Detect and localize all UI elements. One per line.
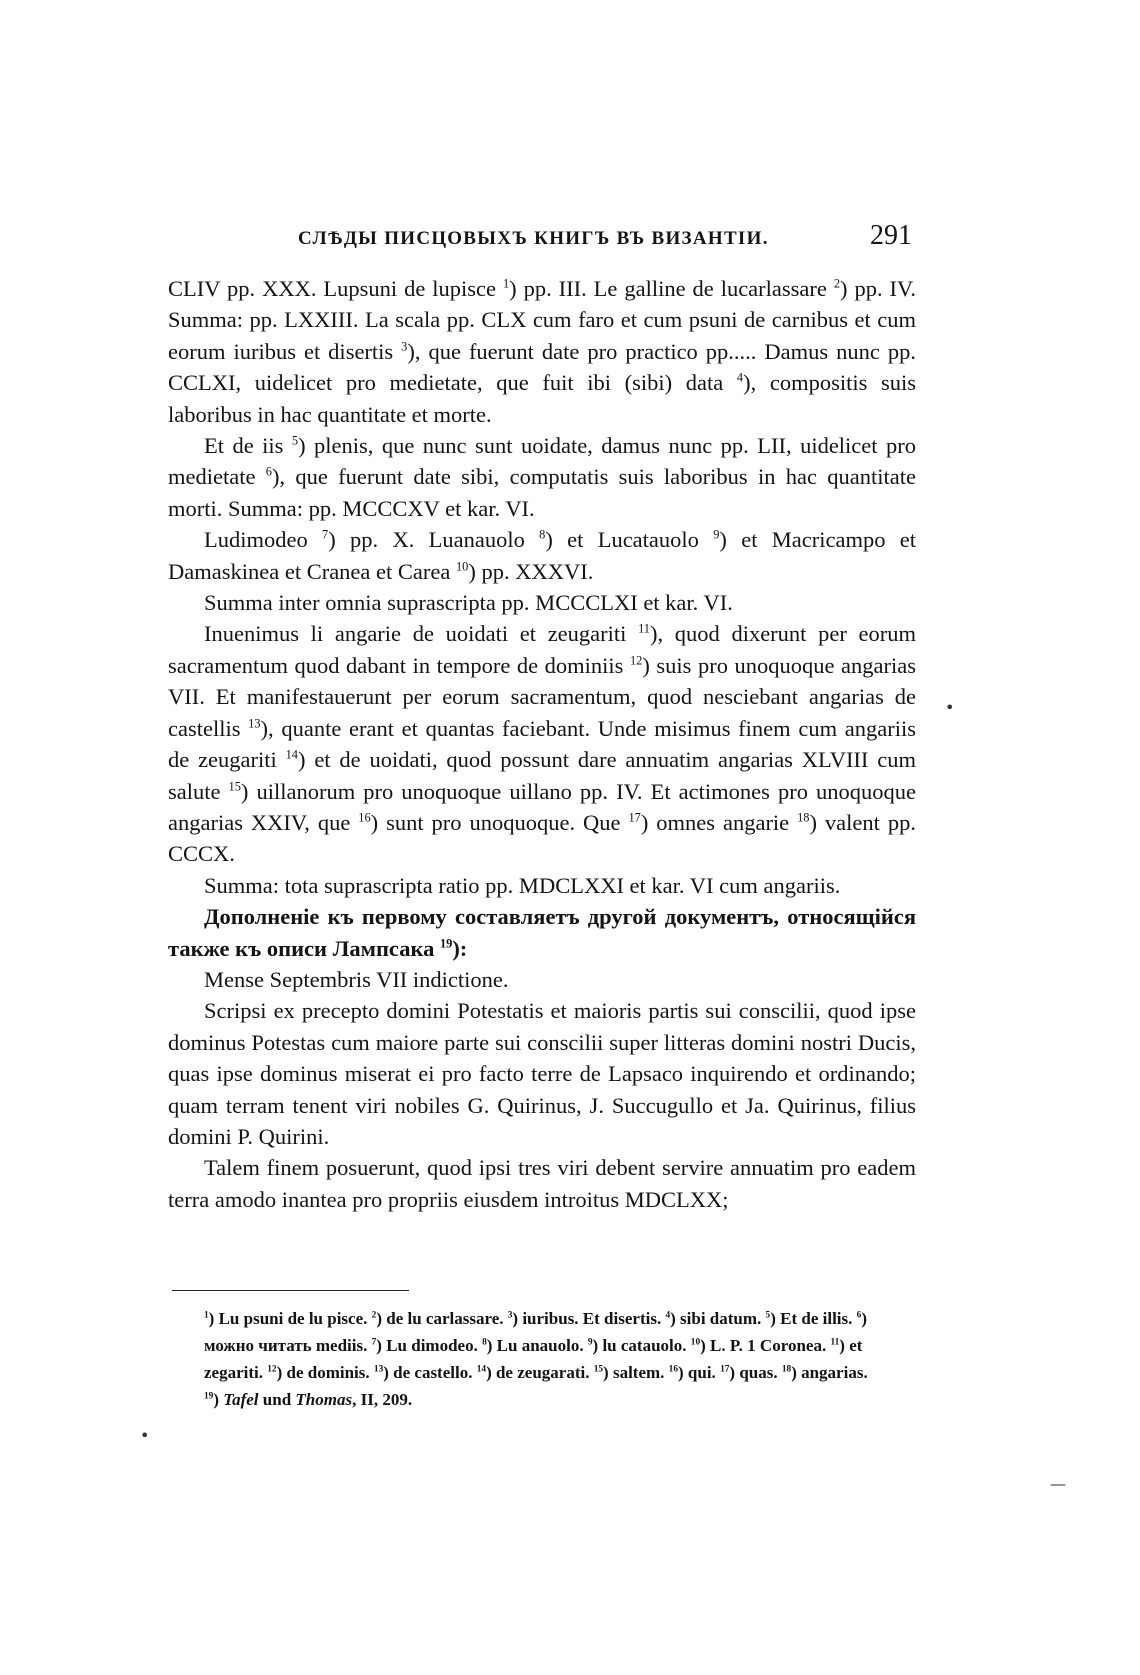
footnote-ref: 2 bbox=[833, 276, 841, 291]
page-number: 291 bbox=[870, 220, 912, 251]
margin-dot: • bbox=[140, 1426, 150, 1445]
footnote-separator bbox=[172, 1290, 409, 1291]
paragraph: Scripsi ex precepto domini Potestatis et maioris partis sui conscilii, quod ipse dominus Potestas cum maiore parte sui conscilii super litteras domini nostri Ducis, quas ipse dominus miserat ei pro facto terre de Lapsaco inquirendo et ordinando; quam terram tenent viri nobiles G. Quirinus, J. Succugullo et Ja. Quirinus, filius domini P. Quirini. bbox=[168, 998, 916, 1149]
footnote-ref: 18 bbox=[797, 810, 810, 825]
footnote-ref: 13 bbox=[248, 716, 261, 731]
paragraph: Summa inter omnia suprascripta pp. MCCCLXI et kar. VI. bbox=[204, 590, 733, 616]
paragraph: Дополненіе къ первому составляетъ другой документъ, относящійся также къ описи Лампсака $^{19}$): bbox=[168, 904, 916, 961]
footnote-ref: 11 bbox=[638, 621, 650, 636]
running-header bbox=[298, 220, 912, 260]
footnote-ref: 5 bbox=[291, 433, 299, 448]
footnote-ref: 1 bbox=[502, 276, 510, 291]
footnote-group: $^1$) Lu psuni de lu pisce. $^2$) de lu carlassare. $^3$) iuribus. Et disertis. $^4$) sibi datum. $^5$) Et de illis. $^6$) можно читать mediis. $^7$) Lu dimodeo. $^8$) Lu anauolo. $^9$) lu catauolo. $^{10}$) L. P. 1 Coronea. $^{11}$) et zegariti. $^{12}$) de dominis. $^{13}$) de castello. $^{14}$) de zeugarati. $^{15}$) saltem. $^{16}$) qui. $^{17}$) quas. $^{18}$) angarias. bbox=[204, 1309, 868, 1382]
footnote-ref: 16 bbox=[358, 810, 371, 825]
footnote-ref: 9 bbox=[713, 527, 720, 542]
paragraph: Inuenimus li angarie de uoidati et zeugariti $^{11}$), quod dixerunt per eorum sacramentum quod dabant in tempore de dominiis $^{12}$) suis pro unoquoque angarias VII. Et manifestauerunt per eorum sacramentum, quod nesciebant angarias de castellis $^{13}$), quante erant et quantas faciebant. Unde misimus finem cum angariis de zeugariti $^{14}$) et de uoidati, quod possunt dare annuatim angarias XLVIII cum salute $^{15}$) uillanorum pro unoquoque uillano pp. IV. Et actimones pro unoquoque angarias XXIV, que $^{16}$) sunt pro unoquoque. Que $^{17}$) omnes angarie $^{18}$) valent pp. CCCX. bbox=[168, 621, 917, 867]
footnote-ref: 7 bbox=[322, 527, 329, 542]
footnotes bbox=[168, 1305, 916, 1413]
footnote-ref: 15 bbox=[228, 779, 241, 793]
paragraph: Ludimodeo $^7$) pp. X. Luanauolo $^8$) et Lucatauolo $^9$) et Macricampo et Damaskinea et Cranea et Carea $^{10}$) pp. XXXVI. bbox=[168, 527, 916, 584]
footnote: $^{19}$) Tafel und Thomas, II, 209. bbox=[204, 1390, 413, 1409]
footnote-ref: 3 bbox=[401, 339, 408, 354]
footnote-ref: 14 bbox=[285, 747, 298, 762]
footnote-ref: 19 bbox=[439, 936, 453, 951]
margin-dash: — bbox=[1050, 1474, 1066, 1493]
footnote-ref: 6 bbox=[265, 464, 272, 479]
paragraph: CLIV pp. XXX. Lupsuni de lupisce $^1$) pp. III. Le galline de lucarlassare $^2$) pp. IV. Summa: pp. LXXIII. La scala pp. CLX cum faro et cum psuni de carnibus et cum eorum iuribus et disertis $^3$), que fuerunt date pro practico pp..... Damus nunc pp. CCLXI, uidelicet pro medietate, que fuit ibi (sibi) data $^4$), compositis suis laboribus in hac quantitate et morte. bbox=[168, 276, 916, 427]
paragraph: Mense Septembris VII indictione. bbox=[204, 966, 509, 992]
footnote-ref: 17 bbox=[628, 810, 641, 825]
running-title: СЛѢДЫ ПИСЦОВЫХЪ КНИГЪ ВЪ ВИЗАНТІИ. bbox=[298, 228, 769, 249]
paragraph: Et de iis $^5$) plenis, que nunc sunt uoidate, damus nunc pp. LII, uidelicet pro medietate $^6$), que fuerunt date sibi, computatis suis laboribus in hac quantitate morti. Summa: pp. MCCCXV et kar. VI. bbox=[168, 433, 916, 521]
margin-dot: • bbox=[945, 698, 955, 717]
footnote-ref: 10 bbox=[455, 559, 469, 574]
footnote-ref: 12 bbox=[630, 653, 643, 668]
paragraph: Summa: tota suprascripta ratio pp. MDCLXXI et kar. VI cum angariis. bbox=[204, 872, 841, 898]
paragraph: Talem finem posuerunt, quod ipsi tres viri debent servire annuatim pro eadem terra amodo inantea pro propriis eiusdem introitus MDCLXX; bbox=[168, 1155, 916, 1212]
footnote-ref: 4 bbox=[736, 370, 744, 385]
main-text bbox=[168, 273, 916, 1215]
footnote-ref: 8 bbox=[539, 527, 546, 542]
